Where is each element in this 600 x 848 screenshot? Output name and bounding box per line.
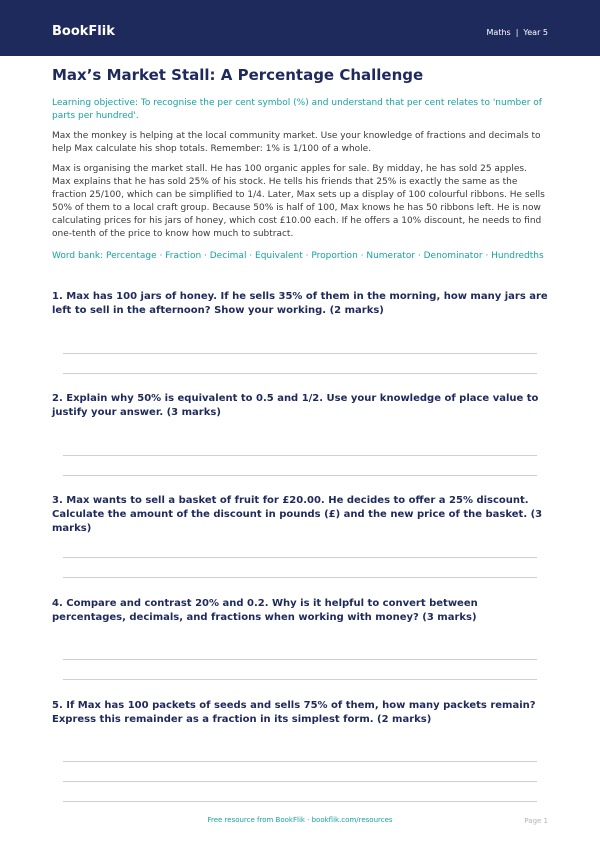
question-5: 5. If Max has 100 packets of seeds and sells 75% of them, how many packets remain? Express this remainder as a fraction in its simplest form. (2 marks) [52, 700, 536, 725]
meta-separator: | [515, 28, 519, 37]
question-2: 2. Explain why 50% is equivalent to 0.5 and 1/2. Use your knowledge of place value to justify your answer. (3 marks) [52, 393, 539, 418]
answer-line[interactable] [63, 781, 537, 782]
year-label: Year 5 [523, 28, 548, 37]
subject-label: Maths [486, 28, 511, 37]
answer-line[interactable] [63, 801, 537, 802]
page-number: Page 1 [524, 817, 548, 825]
worksheet-intro [52, 66, 548, 263]
learning-objective: Learning objective: To recognise the per cent symbol (%) and understand that per cent relates to 'number of parts per hundred'. [52, 98, 542, 121]
word-bank: Word bank: Percentage · Fraction · Decimal · Equivalent · Proportion · Numerator · Denominator · Hundredths [52, 251, 544, 261]
answer-line[interactable] [63, 761, 537, 762]
page-title: Max’s Market Stall: A Percentage Challenge [52, 66, 424, 84]
answer-line[interactable] [63, 659, 537, 660]
answer-line[interactable] [63, 373, 537, 374]
answer-line[interactable] [63, 475, 537, 476]
answer-line[interactable] [63, 353, 537, 354]
question-3: 3. Max wants to sell a basket of fruit for £20.00. He decides to offer a 25% discount. Calculate the amount of the discount in pounds (£) and the new price of the basket. (3 marks) [52, 495, 543, 534]
answer-line[interactable] [63, 679, 537, 680]
answer-line[interactable] [63, 455, 537, 456]
question-1: 1. Max has 100 jars of honey. If he sells 35% of them in the morning, how many jars are left to sell in the afternoon? Show your working. (2 marks) [52, 291, 548, 316]
question-4: 4. Compare and contrast 20% and 0.2. Why is it helpful to convert between percentages, decimals, and fractions when working with money? (3 marks) [52, 598, 478, 623]
brand-logo[interactable]: BookFlik [52, 24, 115, 39]
intro-paragraph: Max the monkey is helping at the local community market. Use your knowledge of fractions and decimals to help Max calculate his shop totals. Remember: 1% is 1/100 of a whole. [52, 131, 541, 154]
subject-meta [487, 28, 548, 37]
footer-credit[interactable]: Free resource from BookFlik · bookflik.com/resources [207, 816, 393, 824]
answer-line[interactable] [63, 557, 537, 558]
story-paragraph: Max is organising the market stall. He has 100 organic apples for sale. By midday, he has sold 25 apples. Max explains that he has sold 25% of his stock. He tells his friends that 25% is exactly the same as the fraction 25/100, which can be simplified to 1/4. Later, Max sets up a display of 100 colourful ribbons. He sells 50% of them to a local craft group. Because 50% is half of 100, Max knows he has 50 ribbons left. He is now calculating prices for his jars of honey, which cost £10.00 each. If he offers a 10% discount, he needs to find one-tenth of the price to know how much to subtract. [52, 164, 545, 239]
answer-line[interactable] [63, 577, 537, 578]
header-bar [0, 0, 600, 56]
